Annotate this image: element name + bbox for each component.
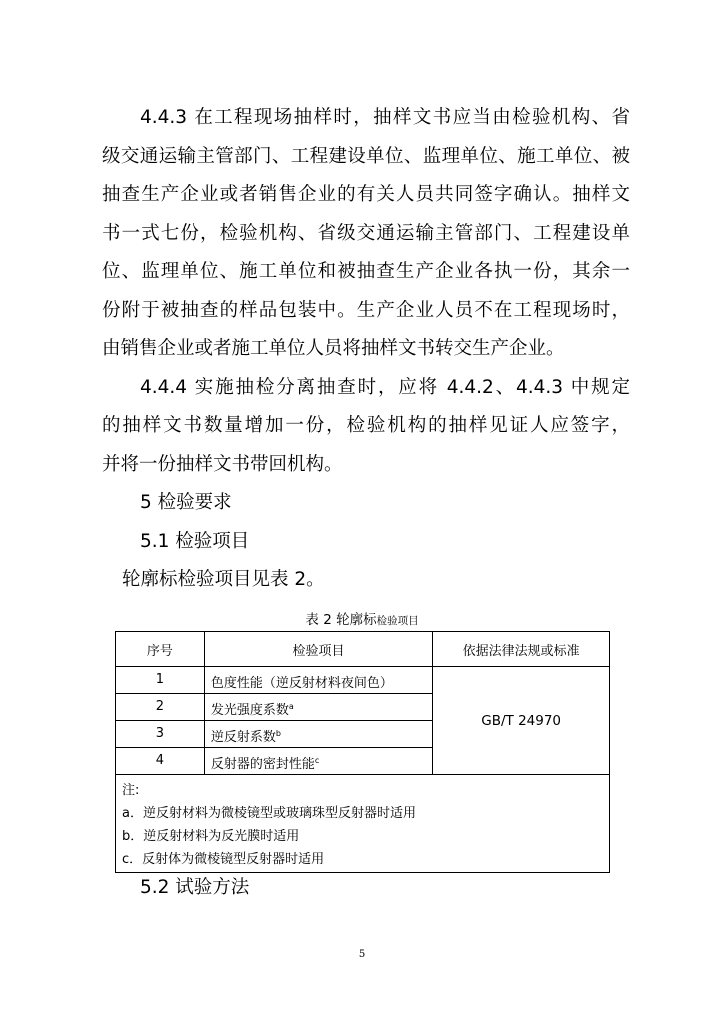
row-number: 2 bbox=[116, 694, 205, 721]
table-caption bbox=[0, 610, 724, 631]
paragraph-4-4-3-line-6: 份附于被抽查的样品包装中。生产企业人员不在工程现场时， bbox=[102, 300, 630, 321]
paragraph-4-4-3-line-5: 位、监理单位、施工单位和被抽查生产企业各执一份，其余一 bbox=[102, 261, 630, 282]
note-c: c．反射体为微棱镜型反射器时适用 bbox=[122, 852, 325, 867]
table-caption-small: 检验项目 bbox=[376, 615, 419, 627]
row-item-text: 色度性能（逆反射材料夜间色） bbox=[210, 676, 393, 691]
table-notes-row bbox=[116, 775, 610, 873]
standard-cell: GB/T 24970 bbox=[433, 667, 610, 775]
paragraph-4-4-3-line-4: 书一式七份，检验机构、省级交通运输主管部门、工程建设单 bbox=[102, 223, 630, 244]
heading-section-5-1: 5.1 检验项目 bbox=[140, 531, 250, 552]
header-standard: 依据法律法规或标准 bbox=[433, 632, 610, 667]
intro-text: 轮廓标检验项目见表 2。 bbox=[122, 569, 325, 590]
notes-title: 注: bbox=[122, 783, 140, 798]
paragraph-4-4-3-line-7: 由销售企业或者施工单位人员将抽样文书转交生产企业。 bbox=[102, 338, 565, 359]
row-item bbox=[204, 748, 433, 775]
paragraph-4-4-4-line-1: 4.4.4 实施抽检分离抽查时，应将 4.4.2、4.4.3 中规定 bbox=[140, 377, 630, 398]
table-caption-main: 表 2 轮廓标 bbox=[305, 612, 377, 628]
paragraph-4-4-3-line-2: 级交通运输主管部门、工程建设单位、监理单位、施工单位、被 bbox=[102, 146, 630, 167]
footnote-marker: c bbox=[314, 756, 320, 765]
row-item-text: 逆反射系数 bbox=[210, 730, 276, 745]
paragraph-4-4-4-line-2: 的抽样文书数量增加一份，检验机构的抽样见证人应签字， bbox=[102, 415, 630, 436]
row-item-text: 反射器的密封性能 bbox=[210, 757, 315, 772]
header-item: 检验项目 bbox=[204, 632, 433, 667]
paragraph-4-4-3-line-1: 4.4.3 在工程现场抽样时，抽样文书应当由检验机构、省 bbox=[140, 107, 630, 128]
table-header-row bbox=[116, 632, 610, 667]
page-number: 5 bbox=[358, 949, 366, 960]
row-number: 3 bbox=[116, 721, 205, 748]
note-b: b．逆反射材料为反光膜时适用 bbox=[122, 829, 300, 844]
table-notes bbox=[116, 775, 610, 873]
row-item bbox=[204, 667, 433, 694]
footnote-marker: a bbox=[288, 702, 294, 711]
footnote-marker: b bbox=[275, 729, 281, 738]
table-row bbox=[116, 667, 610, 694]
header-seq: 序号 bbox=[116, 632, 205, 667]
row-item-text: 发光强度系数 bbox=[210, 703, 289, 718]
note-a: a．逆反射材料为微棱镜型或玻璃珠型反射器时适用 bbox=[122, 806, 416, 821]
row-number: 1 bbox=[116, 667, 205, 694]
row-item bbox=[204, 694, 433, 721]
inspection-items-table bbox=[115, 631, 610, 873]
paragraph-4-4-4-line-3: 并将一份抽样文书带回机构。 bbox=[102, 454, 343, 475]
row-item bbox=[204, 721, 433, 748]
heading-section-5: 5 检验要求 bbox=[140, 492, 232, 513]
row-number: 4 bbox=[116, 748, 205, 775]
paragraph-4-4-3-line-3: 抽查生产企业或者销售企业的有关人员共同签字确认。抽样文 bbox=[102, 184, 630, 205]
heading-section-5-2: 5.2 试验方法 bbox=[140, 877, 250, 898]
